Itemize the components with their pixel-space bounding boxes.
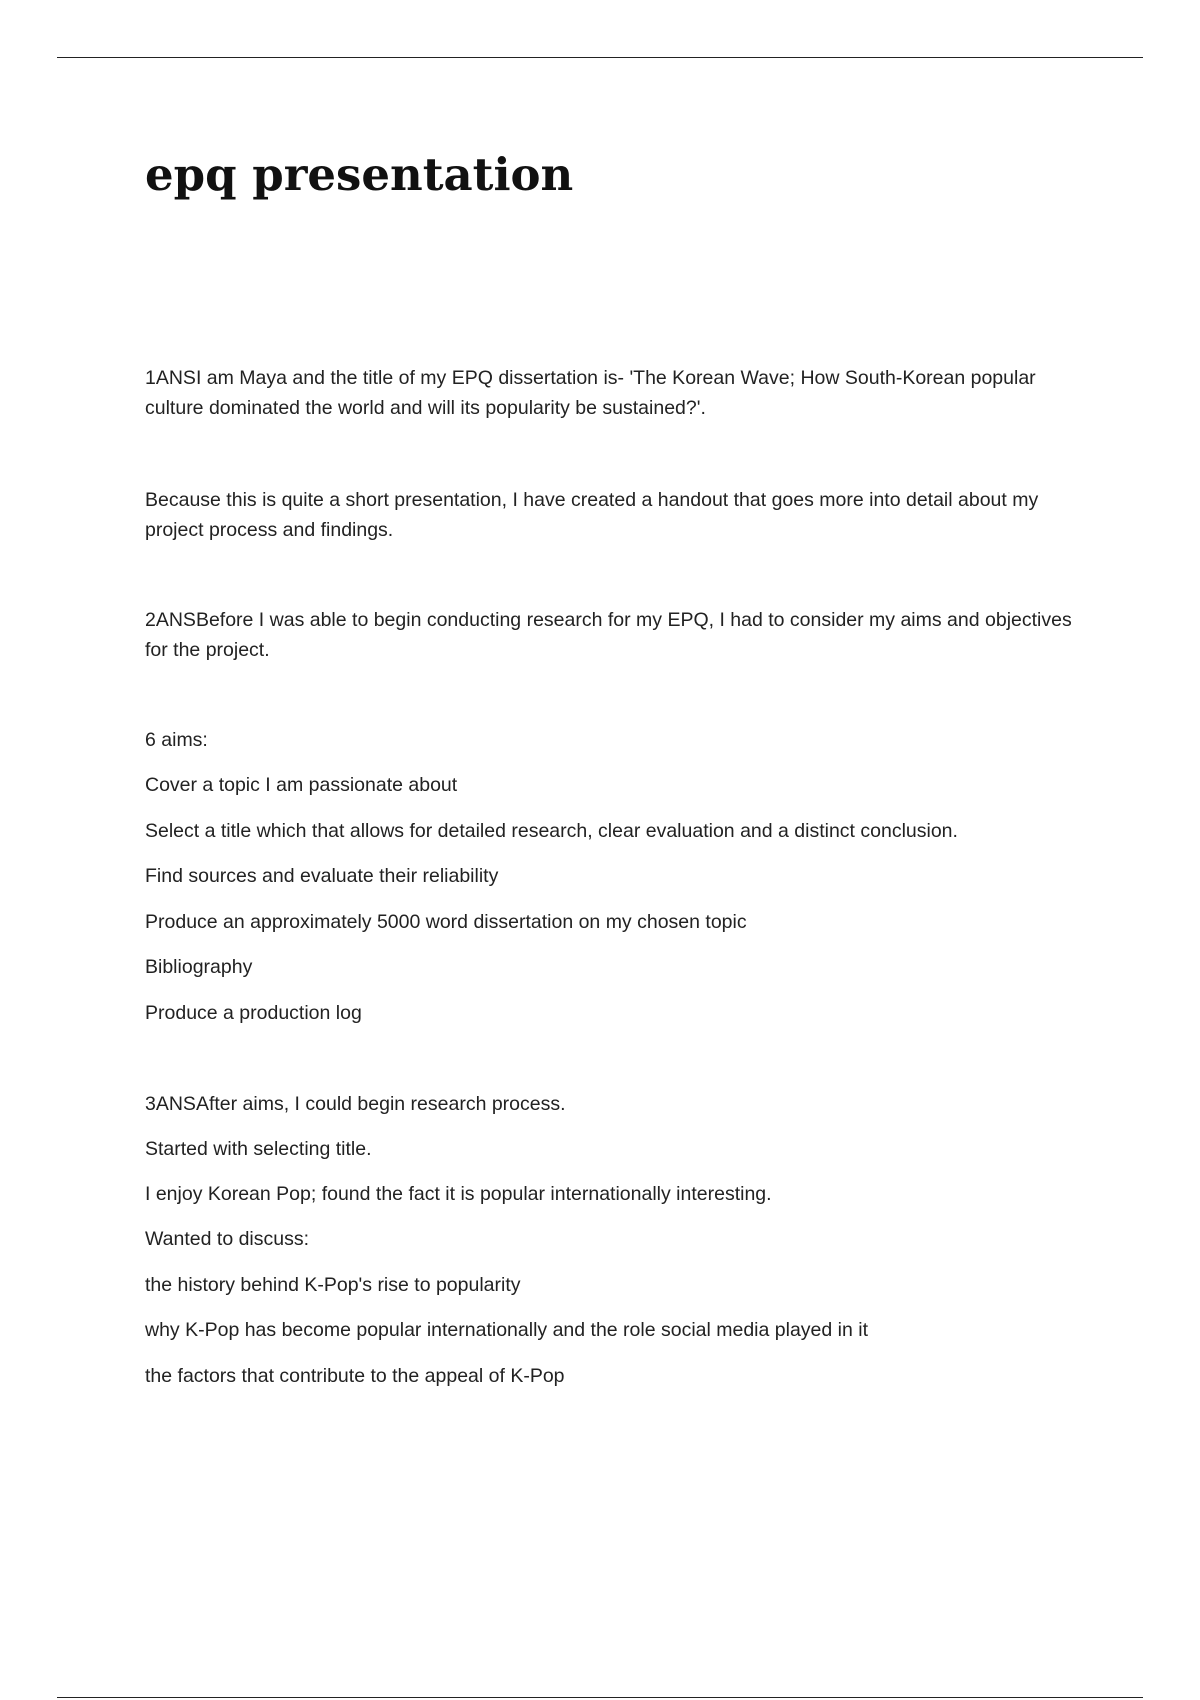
aims-heading: 6 aims:: [145, 729, 208, 751]
paragraph-research: 3ANSAfter aims, I could begin research process.: [145, 1093, 566, 1115]
aim-item: Bibliography: [145, 956, 253, 978]
top-rule: [57, 57, 1143, 58]
aim-item: Find sources and evaluate their reliability: [145, 865, 499, 887]
paragraph-handout: Because this is quite a short presentation, I have created a handout that goes more into detail about my project process and findings.: [145, 489, 1039, 541]
discuss-item: the history behind K-Pop's rise to popularity: [145, 1274, 521, 1296]
paragraph-line: Wanted to discuss:: [145, 1228, 310, 1250]
document-title: epq presentation: [145, 148, 574, 201]
discuss-item: why K-Pop has become popular internationally and the role social media played in it: [145, 1319, 869, 1341]
bottom-rule: [57, 1697, 1143, 1698]
discuss-item: the factors that contribute to the appeal of K-Pop: [145, 1365, 565, 1387]
aim-item: Cover a topic I am passionate about: [145, 774, 458, 796]
paragraph-aims-intro: 2ANSBefore I was able to begin conducting research for my EPQ, I had to consider my aims and objectives for the project.: [145, 609, 1072, 661]
paragraph-line: I enjoy Korean Pop; found the fact it is popular internationally interesting.: [145, 1183, 772, 1205]
paragraph-line: Started with selecting title.: [145, 1138, 372, 1160]
paragraph-intro: 1ANSI am Maya and the title of my EPQ dissertation is- 'The Korean Wave; How South-Korean popular culture dominated the world and will its popularity be sustained?'.: [145, 367, 1036, 419]
aim-item: Produce a production log: [145, 1002, 362, 1024]
aim-item: Produce an approximately 5000 word dissertation on my chosen topic: [145, 911, 747, 933]
aim-item: Select a title which that allows for detailed research, clear evaluation and a distinct conclusion.: [145, 820, 958, 842]
